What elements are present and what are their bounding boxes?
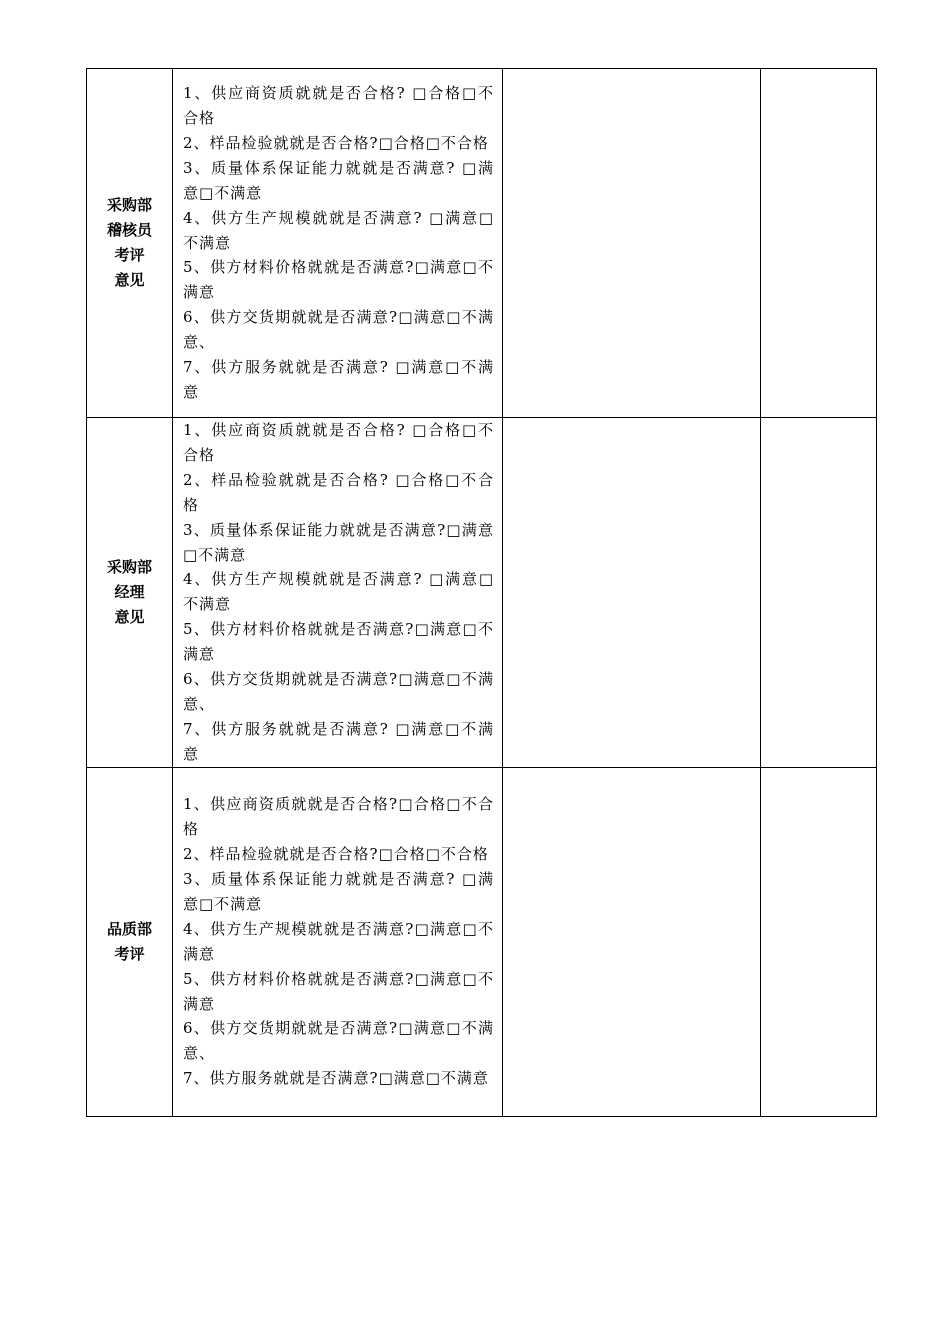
section-label-quality-dept: 品质部 考评 [87,767,173,1116]
checklist-item: 2、样品检验就就是否合格?□合格□不合格 [183,845,489,864]
blank-cell[interactable] [503,418,761,768]
section-row-purchasing-auditor [87,69,877,418]
blank-cell[interactable] [761,767,877,1116]
blank-cell[interactable] [761,418,877,768]
checklist-cell [173,767,503,1116]
checklist-item: 2、样品检验就就是否合格?□合格□不合格 [183,133,489,152]
section-row-quality-dept [87,767,877,1116]
checklist-item: 6、供方交货期就就是否满意?□满意□不满意、 [183,670,494,713]
supplier-evaluation-table [86,68,877,1117]
checklist-cell [173,69,503,418]
checklist-item: 1、供应商资质就就是否合格? □合格□不合格 [183,84,494,128]
checklist-item: 4、供方生产规模就就是否满意? □满意□不满意 [183,208,494,252]
checklist-item: 1、供应商资质就就是否合格?□合格□不合格 [183,795,494,839]
checklist-item: 7、供方服务就就是否满意? □满意□不满意 [183,719,494,763]
blank-cell[interactable] [503,767,761,1116]
checklist-item: 6、供方交货期就就是否满意?□满意□不满意、 [183,308,494,352]
checklist-item: 7、供方服务就就是否满意? □满意□不满意 [183,358,494,401]
section-label-purchasing-manager: 采购部 经理 意见 [87,418,173,768]
blank-cell[interactable] [503,69,761,418]
checklist-cell [173,418,503,768]
checklist-item: 2、样品检验就就是否合格? □合格□不合格 [183,470,494,514]
checklist-item: 4、供方生产规模就就是否满意? □满意□不满意 [183,570,494,614]
checklist-item: 7、供方服务就就是否满意?□满意□不满意 [183,1069,489,1088]
section-label-purchasing-auditor: 采购部 稽核员 考评 意见 [87,69,173,418]
checklist-item: 5、供方材料价格就就是否满意?□满意□不满意 [183,258,494,302]
checklist-item: 3、质量体系保证能力就就是否满意? □满意□不满意 [183,869,494,913]
section-row-purchasing-manager [87,418,877,768]
blank-cell[interactable] [761,69,877,418]
checklist-item: 5、供方材料价格就就是否满意?□满意□不满意 [183,620,494,664]
checklist-item: 1、供应商资质就就是否合格? □合格□不合格 [183,421,494,464]
checklist-item: 3、质量体系保证能力就就是否满意?□满意□不满意 [183,520,494,564]
checklist-item: 3、质量体系保证能力就就是否满意? □满意□不满意 [183,158,494,202]
checklist-item: 4、供方生产规模就就是否满意?□满意□不满意 [183,919,494,963]
checklist-item: 6、供方交货期就就是否满意?□满意□不满意、 [183,1019,494,1063]
checklist-item: 5、供方材料价格就就是否满意?□满意□不满意 [183,969,494,1013]
